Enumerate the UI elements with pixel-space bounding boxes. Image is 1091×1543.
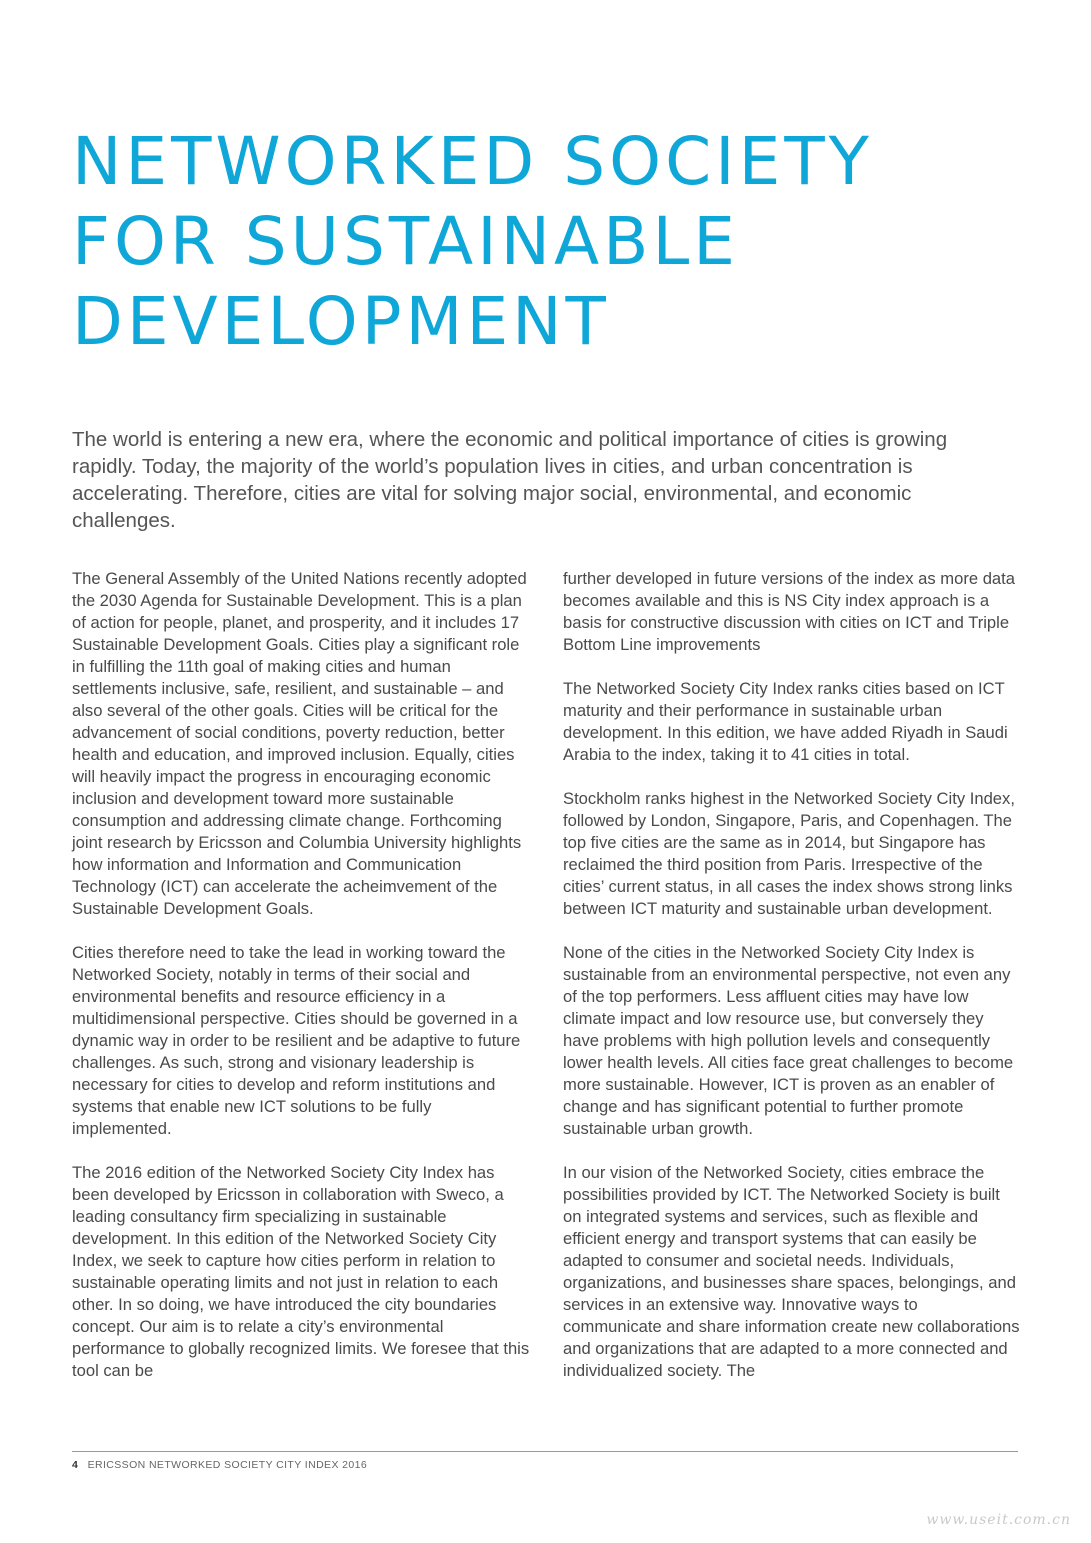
page-number: 4 [72, 1459, 79, 1471]
body-paragraph: The Networked Society City Index ranks cities based on ICT maturity and their performance in sustainable urban development. In this edition, we have added Riyadh in Saudi Arabia to the index, taking it to 41 cities in total. [563, 679, 1008, 764]
left-column [72, 568, 530, 1404]
body-paragraph: The General Assembly of the United Nations recently adopted the 2030 Agenda for Sustainable Development. This is a plan of action for people, planet, and prosperity, and it includes 17 Sustainable Development Goals. Cities play a significant role in fulfilling the 11th goal of making cities and human settlements inclusive, safe, resilient, and sustainable – and also several of the other goals. Cities will be critical for the advancement of social conditions, poverty reduction, better health and education, and improved inclusion. Equally, cities will heavily impact the progress in encouraging economic inclusion and development toward more sustainable consumption and addressing climate change. Forthcoming joint research by Ericsson and Columbia University highlights how information and Information and Communication Technology (ICT) can accelerate the acheimvement of the Sustainable Development Goals. [72, 569, 527, 918]
body-paragraph: The 2016 edition of the Networked Society City Index has been developed by Ericsson in collaboration with Sweco, a leading consultancy firm specializing in sustainable development. In this edition of the Networked Society City Index, we seek to capture how cities perform in relation to sustainable operating limits and not just in relation to each other. In so doing, we have introduced the city boundaries concept. Our aim is to relate a city’s environmental performance to globally recognized limits. We foresee that this tool can be [72, 1163, 530, 1380]
body-paragraph: further developed in future versions of the index as more data becomes available and this is NS City index approach is a basis for constructive discussion with cities on ICT and Triple Bottom Line improvements [563, 569, 1015, 654]
page-title [72, 122, 1032, 362]
body-paragraph: Stockholm ranks highest in the Networked Society City Index, followed by London, Singapore, Paris, and Copenhagen. The top five cities are the same as in 2014, but Singapore has reclaimed the third position from Paris. Irrespective of the cities’ current status, in all cases the index shows strong links between ICT maturity and sustainable urban development. [563, 789, 1015, 918]
intro-paragraph: The world is entering a new era, where the economic and political importance of cities is growing rapidly. Today, the majority of the world’s population lives in cities, and urban concentration is accelerating. Therefore, cities are vital for solving major social, environmental, and economic challenges. [72, 428, 948, 532]
footer-publication-title: ERICSSON NETWORKED SOCIETY CITY INDEX 2016 [87, 1459, 368, 1471]
title-line-2: FOR SUSTAINABLE [72, 203, 739, 280]
title-line-1: NETWORKED SOCIETY [72, 123, 873, 200]
watermark: www.useit.com.cn [926, 1512, 1071, 1528]
footer-divider [72, 1451, 1018, 1452]
right-column [563, 568, 1021, 1404]
page-footer [72, 1459, 367, 1471]
title-line-3: DEVELOPMENT [72, 283, 610, 360]
body-paragraph: None of the cities in the Networked Society City Index is sustainable from an environmental perspective, not even any of the top performers. Less affluent cities may have low climate impact and low resource use, but conversely they have problems with high pollution levels and consequently lower health levels. All cities face great challenges to become more sustainable. However, ICT is proven as an enabler of change and has significant potential to further promote sustainable urban growth. [563, 943, 1014, 1138]
body-paragraph: In our vision of the Networked Society, cities embrace the possibilities provided by ICT. The Networked Society is built on integrated systems and services, such as flexible and efficient energy and transport systems that can easily be adapted to consumer and societal needs. Individuals, organizations, and businesses share spaces, belongings, and services in an extensive way. Innovative ways to communicate and share information create new collaborations and organizations that are adapted to a more connected and individualized society. The [563, 1163, 1020, 1380]
body-paragraph: Cities therefore need to take the lead in working toward the Networked Society, notably in terms of their social and environmental benefits and resource efficiency in a multidimensional perspective. Cities should be governed in a dynamic way in order to be resilient and be adaptive to future challenges. As such, strong and visionary leadership is necessary for cities to develop and reform institutions and systems that enable new ICT solutions to be fully implemented. [72, 943, 521, 1138]
